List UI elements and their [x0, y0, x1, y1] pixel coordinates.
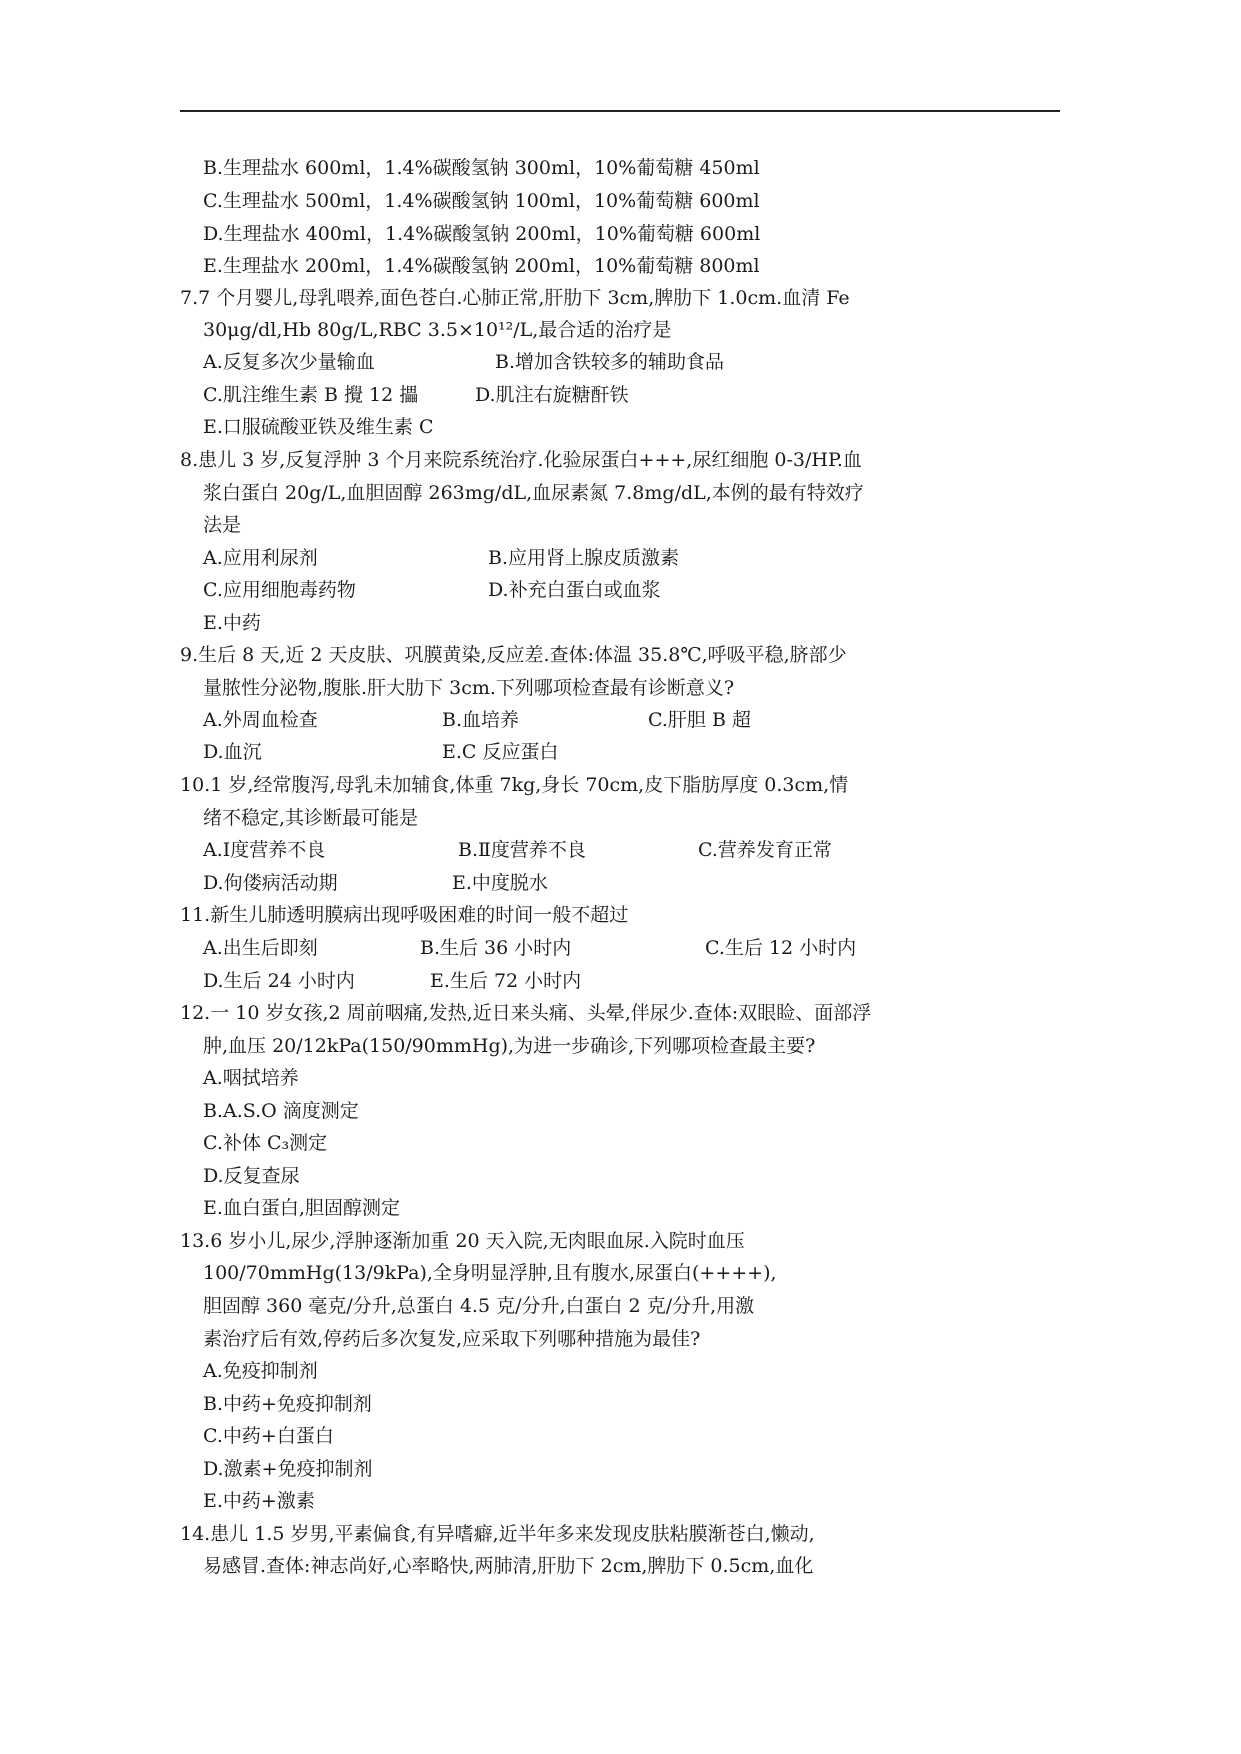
q12-option-c: C.补体 C₃测定 [203, 1132, 328, 1154]
q13-option-a: A.免疫抑制剂 [203, 1360, 318, 1382]
question-13-line-4: 素治疗后有效,停药后多次复发,应采取下列哪种措施为最佳? [203, 1328, 701, 1350]
q13-option-b: B.中药+免疫抑制剂 [203, 1393, 372, 1415]
q12-option-e: E.血白蛋白,胆固醇测定 [203, 1197, 400, 1219]
q10-option-a: A.Ⅰ度营养不良 [203, 839, 326, 861]
q10-option-d: D.佝偻病活动期 [203, 872, 338, 894]
question-8-line-1: 8.患儿 3 岁,反复浮肿 3 个月来院系统治疗.化验尿蛋白+++,尿红细胞 0-3/HP.血 [180, 449, 862, 471]
option-line: B.生理盐水 600ml，1.4%碳酸氢钠 300ml，10%葡萄糖 450ml [203, 157, 760, 179]
question-8-line-2: 浆白蛋白 20g/L,血胆固醇 263mg/dL,血尿素氮 7.8mg/dL,本例的最有特效疗 [203, 482, 864, 504]
q11-option-c: C.生后 12 小时内 [705, 937, 857, 959]
q9-option-c: C.肝胆 B 超 [648, 709, 751, 731]
question-11-line-1: 11.新生儿肺透明膜病出现呼吸困难的时间一般不超过 [180, 904, 629, 926]
question-12-line-1: 12.一 10 岁女孩,2 周前咽痛,发热,近日来头痛、头晕,伴尿少.查体:双眼睑、面部浮 [180, 1002, 872, 1024]
q11-option-e: E.生后 72 小时内 [430, 970, 582, 992]
q9-option-b: B.血培养 [442, 709, 520, 731]
q8-option-e: E.中药 [203, 612, 261, 634]
q11-option-d: D.生后 24 小时内 [203, 970, 355, 992]
q13-option-c: C.中药+白蛋白 [203, 1425, 334, 1447]
question-7-line-1: 7.7 个月婴儿,母乳喂养,面色苍白.心肺正常,肝肋下 3cm,脾肋下 1.0cm.血清 Fe [180, 287, 850, 309]
question-14-line-2: 易感冒.查体:神志尚好,心率略快,两肺清,肝肋下 2cm,脾肋下 0.5cm,血化 [203, 1555, 814, 1577]
header-rule [180, 110, 1060, 112]
q9-option-a: A.外周血检查 [203, 709, 318, 731]
question-13-line-1: 13.6 岁小儿,尿少,浮肿逐渐加重 20 天入院,无肉眼血尿.入院时血压 [180, 1230, 745, 1252]
q8-option-d: D.补充白蛋白或血浆 [488, 579, 661, 601]
q9-option-d: D.血沉 [203, 741, 262, 763]
q13-option-e: E.中药+激素 [203, 1490, 315, 1512]
q10-option-e: E.中度脱水 [452, 872, 548, 894]
question-10-line-2: 绪不稳定,其诊断最可能是 [203, 807, 419, 829]
option-line: D.生理盐水 400ml，1.4%碳酸氢钠 200ml，10%葡萄糖 600ml [203, 223, 761, 245]
option-line: E.生理盐水 200ml，1.4%碳酸氢钠 200ml，10%葡萄糖 800ml [203, 255, 760, 277]
q10-option-b: B.Ⅱ度营养不良 [458, 839, 586, 861]
question-8-line-3: 法是 [203, 514, 242, 536]
question-13-line-2: 100/70mmHg(13/9kPa),全身明显浮肿,且有腹水,尿蛋白(++++), [203, 1262, 777, 1284]
question-14-line-1: 14.患儿 1.5 岁男,平素偏食,有异嗜癖,近半年多来发现皮肤粘膜渐苍白,懒动, [180, 1523, 815, 1545]
q10-option-c: C.营养发育正常 [698, 839, 832, 861]
question-7-line-2: 30μg/dl,Hb 80g/L,RBC 3.5×10¹²/L,最合适的治疗是 [203, 319, 672, 341]
question-10-line-1: 10.1 岁,经常腹泻,母乳未加辅食,体重 7kg,身长 70cm,皮下脂肪厚度 0.3cm,情 [180, 774, 849, 796]
option-line: C.生理盐水 500ml，1.4%碳酸氢钠 100ml，10%葡萄糖 600ml [203, 190, 760, 212]
q12-option-d: D.反复查尿 [203, 1165, 300, 1187]
q8-option-c: C.应用细胞毒药物 [203, 579, 356, 601]
q7-option-c: C.肌注维生素 B 攪 12 攂 [203, 384, 419, 406]
q13-option-d: D.激素+免疫抑制剂 [203, 1458, 373, 1480]
q7-option-e: E.口服硫酸亚铁及维生素 C [203, 416, 434, 438]
q7-option-b: B.增加含铁较多的辅助食品 [495, 351, 725, 373]
q11-option-a: A.出生后即刻 [203, 937, 318, 959]
q7-option-d: D.肌注右旋糖酐铁 [475, 384, 629, 406]
q8-option-a: A.应用利尿剂 [203, 547, 318, 569]
question-9-line-1: 9.生后 8 天,近 2 天皮肤、巩膜黄染,反应差.查体:体温 35.8℃,呼吸平稳,脐部少 [180, 644, 847, 666]
q12-option-b: B.A.S.O 滴度测定 [203, 1100, 359, 1122]
q9-option-e: E.C 反应蛋白 [442, 741, 559, 763]
question-13-line-3: 胆固醇 360 毫克/分升,总蛋白 4.5 克/分升,白蛋白 2 克/分升,用激 [203, 1295, 755, 1317]
question-9-line-2: 量脓性分泌物,腹胀.肝大肋下 3cm.下列哪项检查最有诊断意义? [203, 677, 735, 699]
q12-option-a: A.咽拭培养 [203, 1067, 299, 1089]
q8-option-b: B.应用肾上腺皮质激素 [488, 547, 680, 569]
q7-option-a: A.反复多次少量输血 [203, 351, 375, 373]
question-12-line-2: 肿,血压 20/12kPa(150/90mmHg),为进一步确诊,下列哪项检查最主要? [203, 1035, 816, 1057]
q11-option-b: B.生后 36 小时内 [420, 937, 572, 959]
